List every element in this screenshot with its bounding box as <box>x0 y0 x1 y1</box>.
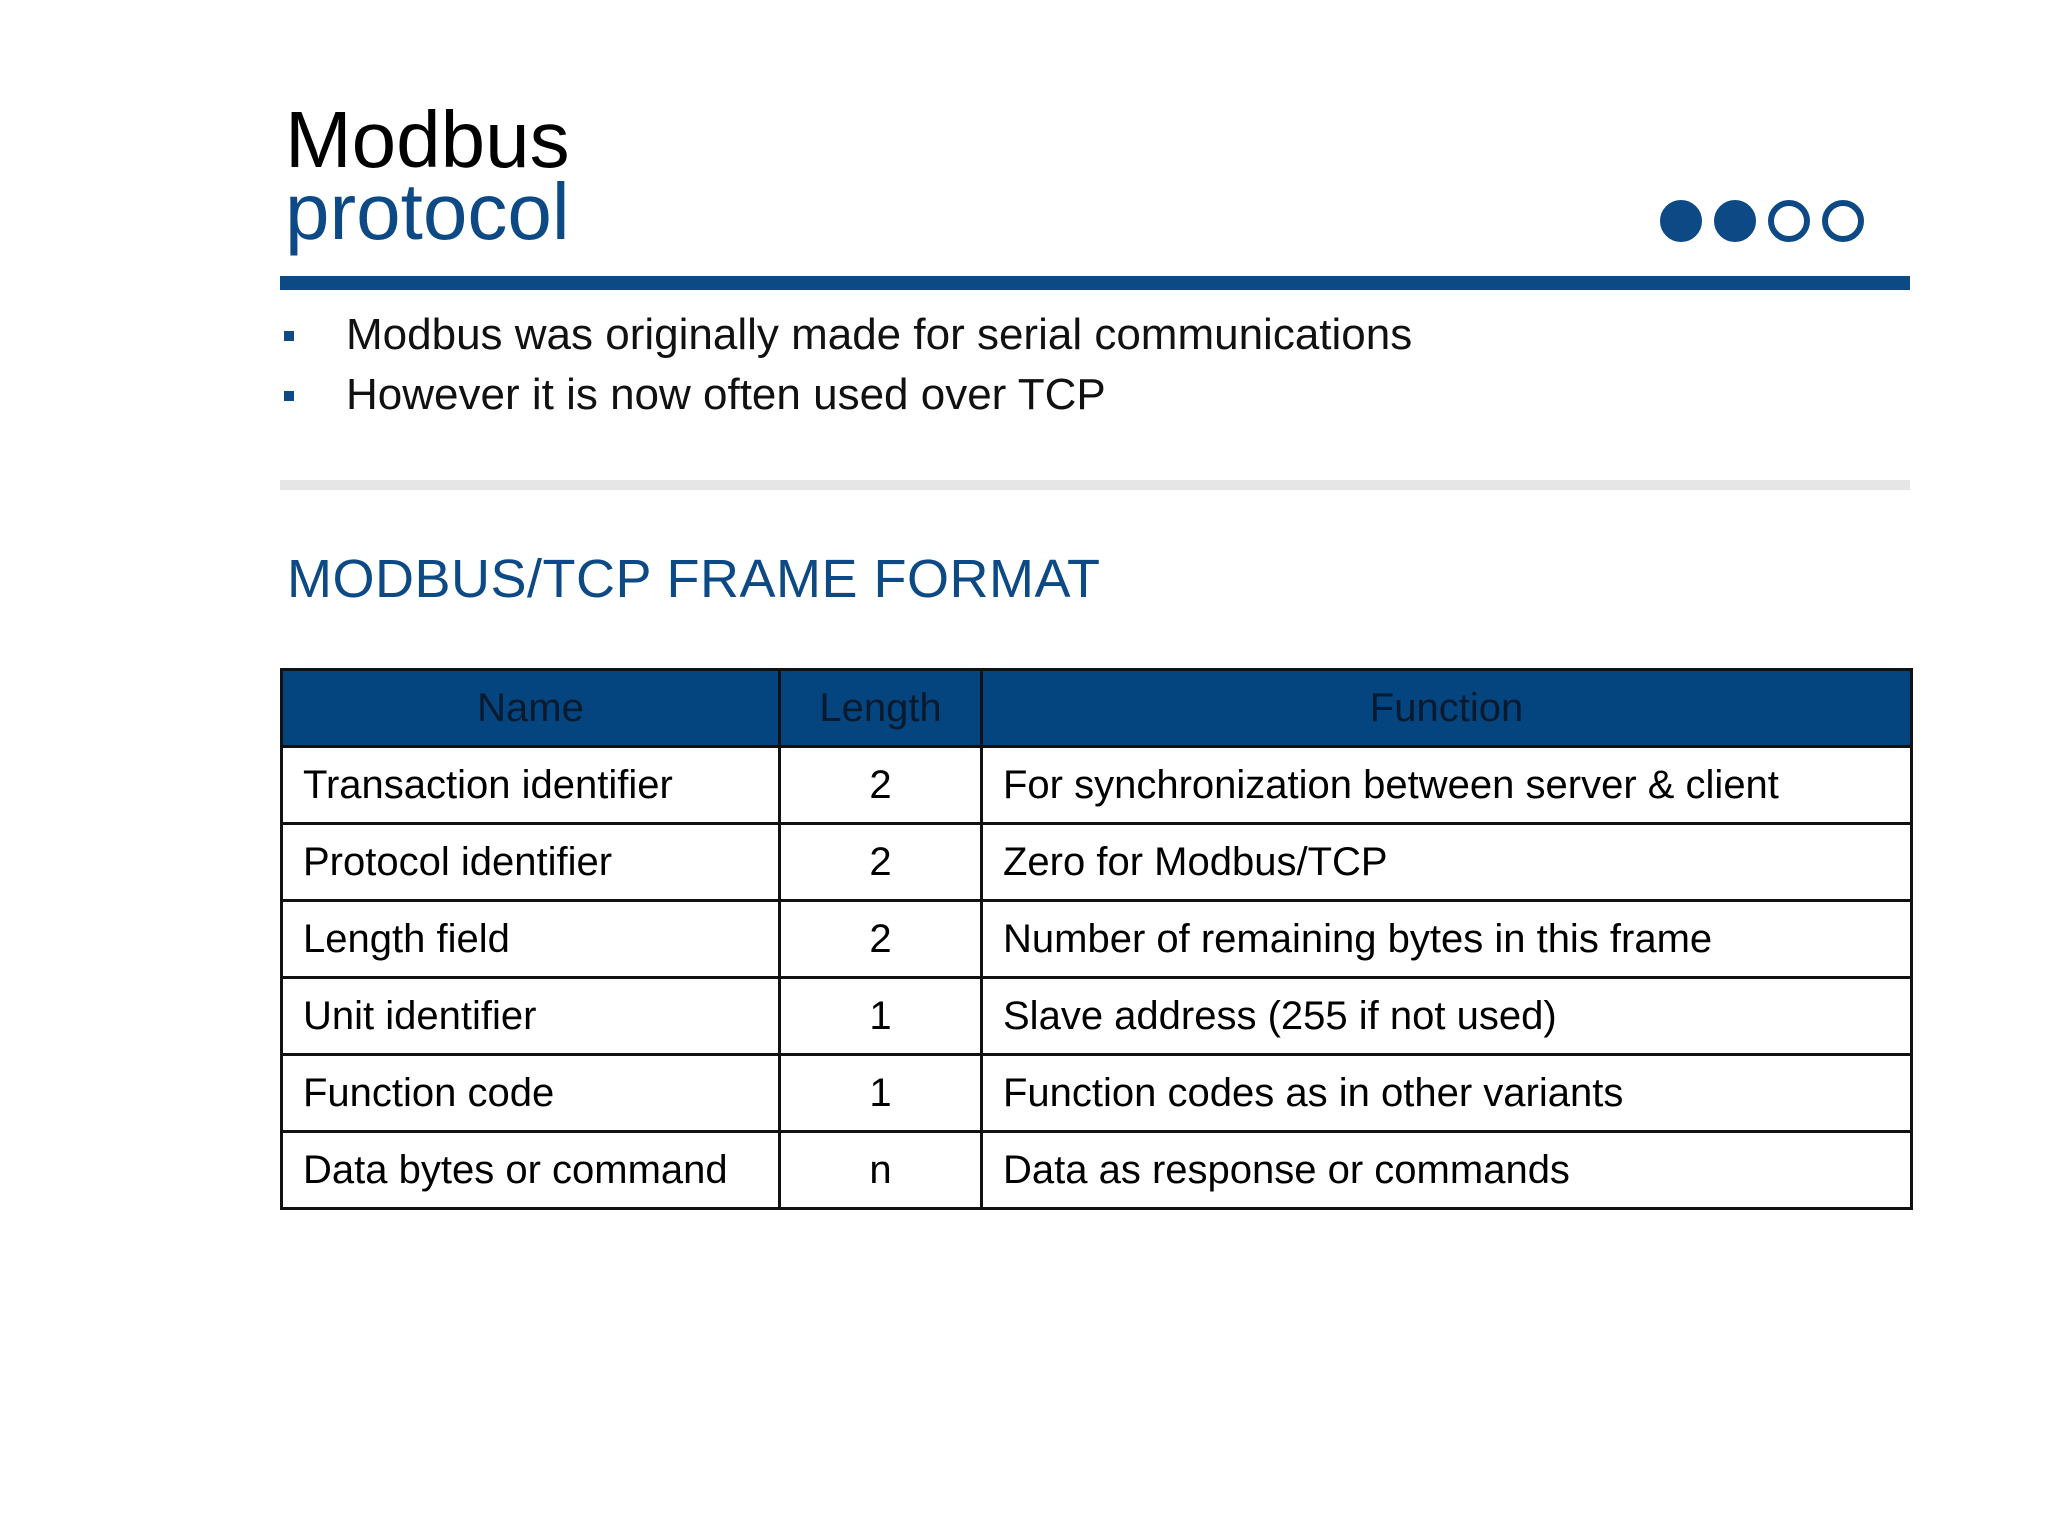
cell-name: Transaction identifier <box>282 747 780 824</box>
cell-function: Slave address (255 if not used) <box>982 978 1912 1055</box>
bullet-item <box>280 305 1412 365</box>
cell-name: Protocol identifier <box>282 824 780 901</box>
cell-function: Function codes as in other variants <box>982 1055 1912 1132</box>
cell-length: n <box>780 1132 982 1209</box>
cell-name: Length field <box>282 901 780 978</box>
table-row <box>282 978 1912 1055</box>
bullet-text: However it is now often used over TCP <box>346 370 1106 419</box>
bullet-list <box>280 305 1412 425</box>
square-bullet-icon <box>284 391 294 401</box>
bullet-text: Modbus was originally made for serial communications <box>346 310 1413 359</box>
cell-function: Zero for Modbus/TCP <box>982 824 1912 901</box>
progress-dot-4 <box>1822 200 1864 242</box>
square-bullet-icon <box>284 331 294 341</box>
cell-length: 2 <box>780 824 982 901</box>
cell-name: Function code <box>282 1055 780 1132</box>
frame-format-table <box>280 668 1913 1210</box>
cell-function: Data as response or commands <box>982 1132 1912 1209</box>
cell-length: 2 <box>780 747 982 824</box>
progress-dot-2 <box>1714 200 1756 242</box>
title-line-1: Modbus <box>285 95 570 184</box>
cell-name: Unit identifier <box>282 978 780 1055</box>
header-length: Length <box>780 670 982 747</box>
cell-function: For synchronization between server & client <box>982 747 1912 824</box>
cell-length: 1 <box>780 1055 982 1132</box>
bullet-item <box>280 365 1412 425</box>
table-row <box>282 747 1912 824</box>
progress-dot-1 <box>1660 200 1702 242</box>
table-header-row <box>282 670 1912 747</box>
section-divider <box>280 480 1910 490</box>
table-row <box>282 824 1912 901</box>
progress-indicator <box>1660 200 1864 242</box>
section-heading: MODBUS/TCP FRAME FORMAT <box>287 549 1101 609</box>
title-line-2: protocol <box>285 167 570 256</box>
header-name: Name <box>282 670 780 747</box>
cell-name: Data bytes or command <box>282 1132 780 1209</box>
title-divider <box>280 276 1910 290</box>
slide-title <box>285 95 570 256</box>
cell-function: Number of remaining bytes in this frame <box>982 901 1912 978</box>
header-function: Function <box>982 670 1912 747</box>
cell-length: 1 <box>780 978 982 1055</box>
table-row <box>282 1055 1912 1132</box>
table-row <box>282 1132 1912 1209</box>
table-row <box>282 901 1912 978</box>
progress-dot-3 <box>1768 200 1810 242</box>
cell-length: 2 <box>780 901 982 978</box>
